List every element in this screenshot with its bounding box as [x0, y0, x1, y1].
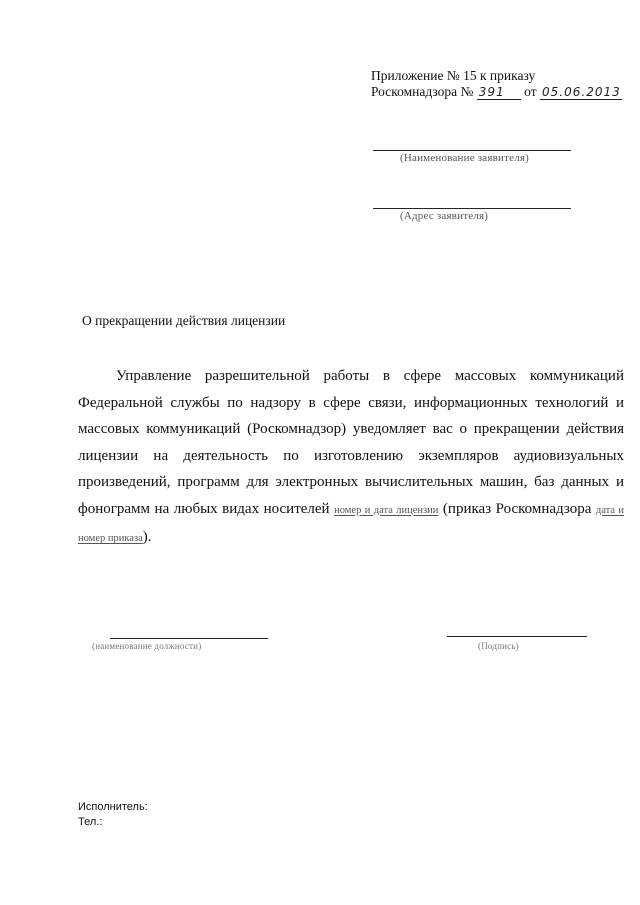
phone-label: Тел.: [78, 816, 103, 828]
date-label: от [524, 84, 537, 99]
appendix-header [371, 68, 622, 100]
applicant-address-line [373, 208, 571, 209]
notification-body [78, 363, 624, 553]
position-caption: (наименование должности) [92, 641, 202, 651]
order-label: Роскомнадзора № [371, 84, 474, 99]
order-number: 391 [477, 86, 521, 100]
body-main-text: Управление разрешительной работы в сфере массовых коммуникаций Федеральной службы по надзору в сфере связи, информационных технологий и массовых коммуникаций (Роскомнадзор) уведомляет вас о прекращении действия лицензии на деятельность по изготовлению экземпляров аудиовизуальных произведений, программ для электронных вычислительных машин, баз данных и фонограмм на любых видах носителей [78, 368, 624, 517]
applicant-name-line [373, 150, 571, 151]
document-footer [78, 800, 148, 830]
applicant-address-caption: (Адрес заявителя) [400, 210, 489, 222]
signature-line [447, 636, 587, 637]
order-date: 05.06.2013 [542, 85, 621, 99]
appendix-order-line [371, 84, 622, 100]
order-reference-prefix: (приказ Роскомнадзора [442, 500, 592, 517]
order-placeholder: дата и номер приказа [78, 504, 625, 544]
applicant-name-caption: (Наименование заявителя) [400, 152, 530, 164]
signature-caption: (Подпись) [478, 641, 519, 651]
executor-label: Исполнитель: [78, 801, 148, 813]
position-line [110, 638, 268, 639]
body-closing: ). [142, 529, 152, 545]
appendix-title: Приложение № 15 к приказу [371, 68, 536, 83]
license-placeholder: номер и дата лицензии [334, 504, 439, 516]
document-subject: О прекращении действия лицензии [82, 313, 286, 328]
